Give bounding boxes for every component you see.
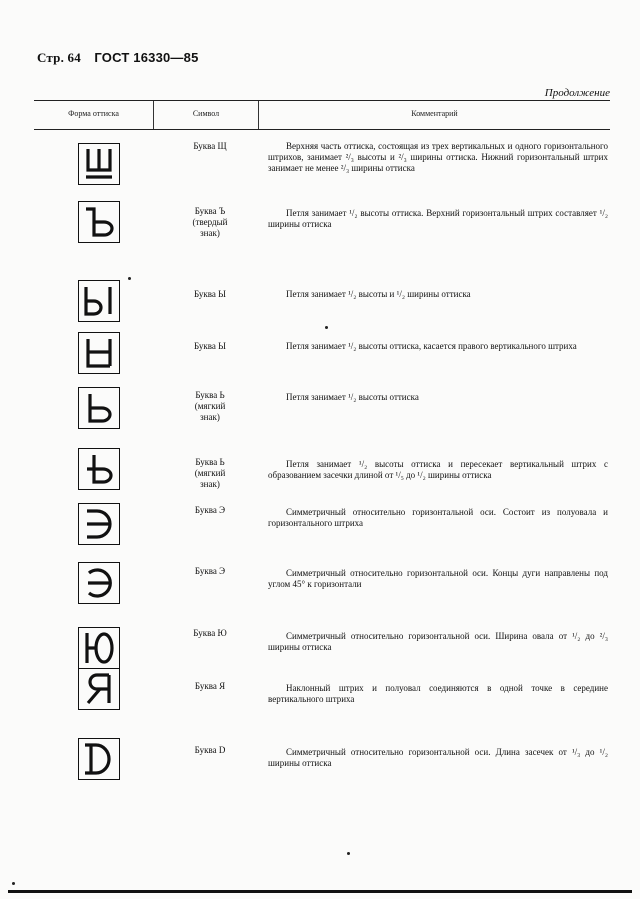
row-symbol: Буква Ы — [193, 341, 227, 351]
row-symbol: Буква Я — [194, 681, 226, 691]
e-glyph — [78, 503, 120, 545]
row-symbol: Буква Ь (мягкий знак) — [194, 457, 226, 489]
table-top-rule — [34, 100, 610, 101]
row-comment: Петля занимает ¹/₂ высоты и ¹/₂ ширины оттиска — [286, 289, 471, 299]
standard-number: ГОСТ 16330—85 — [94, 50, 199, 65]
scan-speck — [12, 882, 15, 885]
yu-glyph — [78, 627, 120, 669]
soft-sign-alt-glyph — [78, 448, 120, 490]
row-symbol: Буква Э — [194, 505, 226, 515]
row-symbol: Буква Ь (мягкий знак) — [194, 390, 226, 422]
row-comment: Верхняя часть оттиска, состоящая из трех вертикальных и одного горизонтального штрихов, занимает ²/₃ высоты и ²/₃ ширины оттиска. Нижний горизонтальный штрих занимает не менее ²/₃ ширины оттиска — [268, 141, 608, 173]
row-comment: Петля занимает ¹/₂ высоты оттиска. Верхний горизонтальный штрих составляет ¹/₂ ширины оттиска — [268, 208, 608, 229]
page-bottom-bar — [8, 890, 632, 893]
row-symbol: Буква Ы — [193, 289, 227, 299]
e-alt-glyph — [78, 562, 120, 604]
column-header-comment: Комментарий — [411, 109, 458, 118]
row-comment: Симметричный относительно горизонтальной оси. Ширина овала от ¹/₂ до ²/₃ ширины оттиска — [268, 631, 608, 652]
table-header-rule — [34, 129, 610, 130]
continued-label: Продолжение — [544, 87, 610, 99]
page-number: Стр. 64 — [37, 50, 81, 65]
row-comment: Петля занимает ¹/₂ высоты оттиска, касается правого вертикального штриха — [286, 341, 577, 351]
column-header-form: Форма оттиска — [68, 109, 119, 118]
row-symbol: Буква Э — [194, 566, 226, 576]
scan-speck — [325, 326, 328, 329]
soft-sign-glyph — [78, 387, 120, 429]
row-comment: Симметричный относительно горизонтальной оси. Длина засечек от ¹/₃ до ¹/₂ ширины оттиска — [268, 747, 608, 768]
shcha-glyph — [78, 143, 120, 185]
scan-speck — [128, 277, 131, 280]
d-glyph — [78, 738, 120, 780]
row-symbol: Буква Ъ (твердый знак) — [192, 206, 228, 238]
hard-sign-glyph — [78, 201, 120, 243]
row-symbol: Буква D — [194, 745, 226, 755]
ya-glyph — [78, 668, 120, 710]
row-comment: Симметричный относительно горизонтальной оси. Концы дуги направлены под углом 45° к горизонтали — [268, 568, 608, 589]
yery-alt-glyph — [78, 332, 120, 374]
row-comment: Петля занимает ¹/₂ высоты оттиска — [286, 392, 419, 402]
row-symbol: Буква Ю — [193, 628, 227, 638]
row-symbol: Буква Щ — [193, 141, 227, 151]
row-comment: Симметричный относительно горизонтальной оси. Состоит из полуовала и горизонтального штриха — [268, 507, 608, 528]
scan-speck — [347, 852, 350, 855]
row-comment: Петля занимает ¹/₂ высоты оттиска и пересекает вертикальный штрих с образованием засечки длиной от ¹/₅ до ¹/₂ ширины оттиска — [268, 459, 608, 480]
row-comment: Наклонный штрих и полуовал соединяются в одной точке в середине вертикального штриха — [268, 683, 608, 704]
page-header — [37, 50, 199, 66]
column-header-symbol: Символ — [192, 109, 220, 118]
yery-glyph — [78, 280, 120, 322]
